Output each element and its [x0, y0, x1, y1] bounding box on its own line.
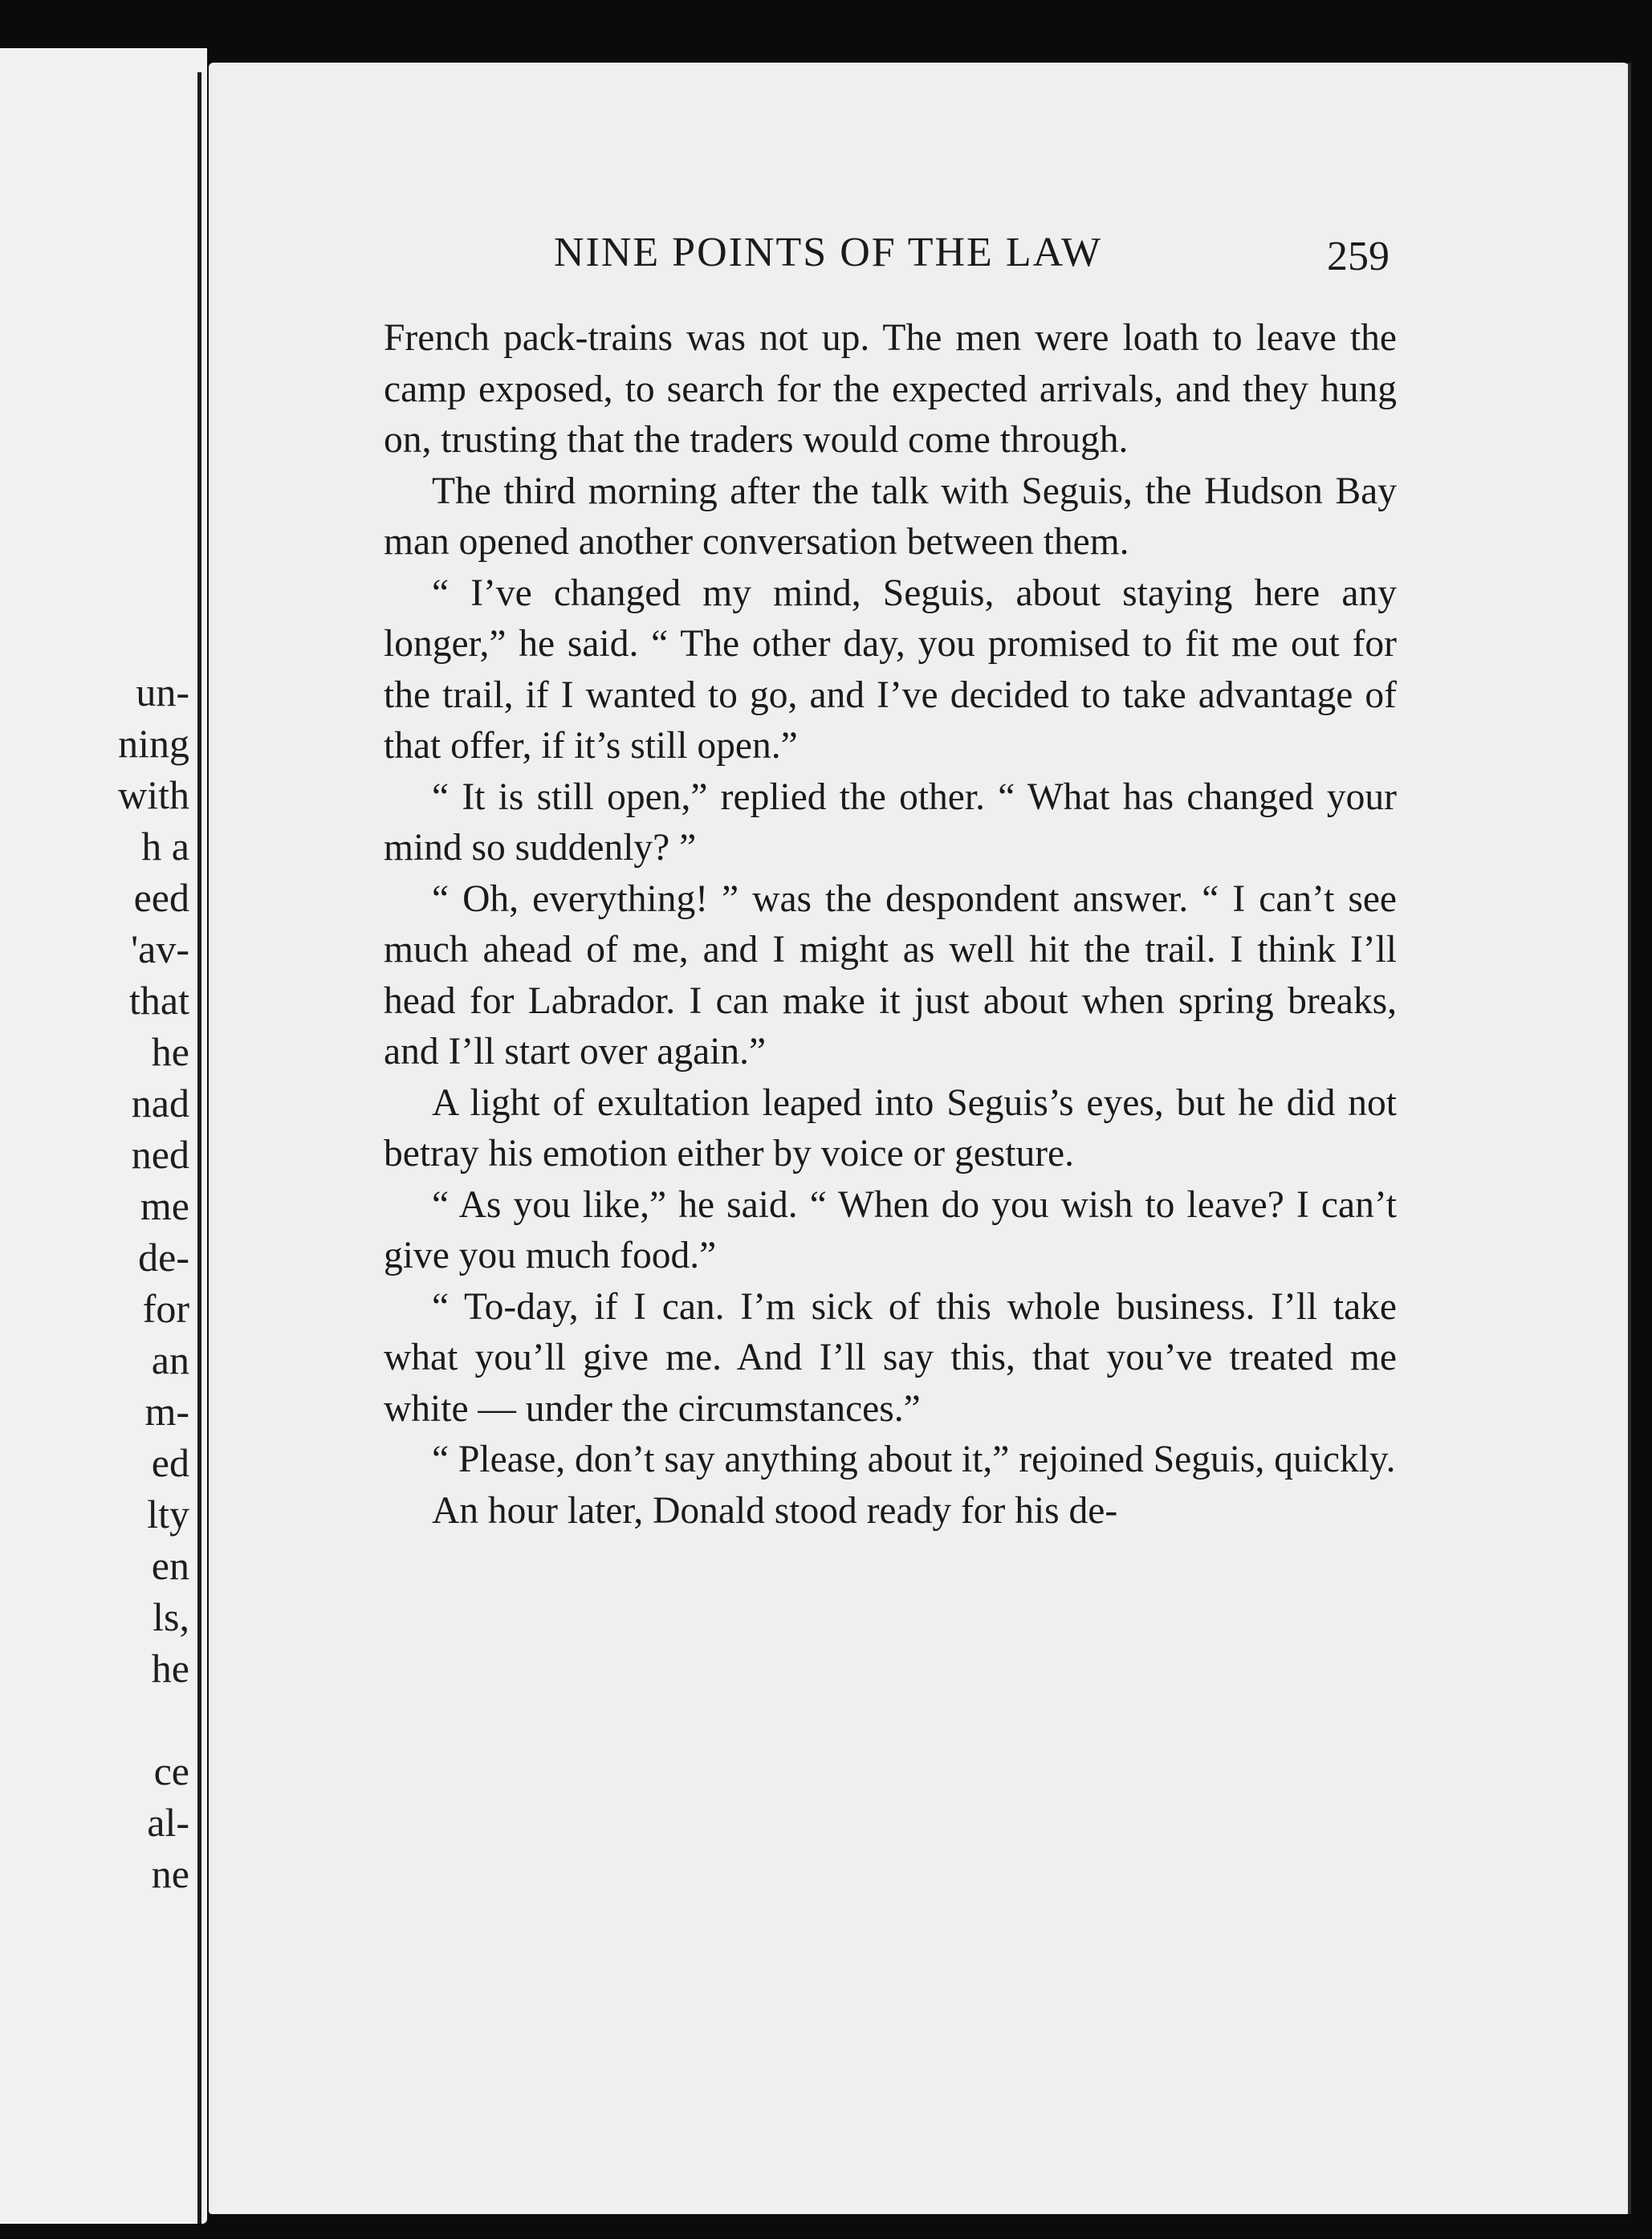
left-fragment: nad [131, 1081, 189, 1126]
left-page [0, 48, 207, 2224]
left-fragment: he [151, 1029, 189, 1074]
left-page-text-fragments [118, 666, 189, 1899]
page-number: 259 [1327, 234, 1390, 279]
left-fragment: ned [131, 1132, 189, 1177]
left-fragment: 'av- [131, 926, 189, 971]
paragraph: “ As you like,” he said. “ When do you wish to leave? I can’t give you much food.” [384, 1183, 1397, 1276]
paragraph: An hour later, Donald stood ready for his de- [432, 1489, 1118, 1532]
left-fragment: ne [151, 1851, 189, 1896]
left-fragment: with [118, 772, 189, 817]
left-fragment: ed [151, 1440, 189, 1485]
left-fragment: for [142, 1286, 189, 1331]
left-fragment: ce [153, 1748, 189, 1793]
body-text [384, 313, 1397, 1537]
left-fragment: de- [138, 1235, 189, 1280]
left-fragment: he [151, 1646, 189, 1691]
left-fragment: h a [141, 824, 189, 869]
left-fragment: m- [144, 1389, 189, 1434]
left-fragment: un- [136, 670, 189, 714]
paragraph: “ To-day, if I can. I’m sick of this whole business. I’ll take what you’ll give me. And I’ll say this, that you’ve treated me white — under the circumstances.” [384, 1285, 1397, 1430]
left-fragment: me [140, 1183, 189, 1228]
left-fragment [118, 1694, 189, 1745]
paragraph: “ It is still open,” replied the other. “ What has changed your mind so suddenly? ” [384, 776, 1397, 869]
left-fragment: that [129, 978, 189, 1023]
left-fragment: en [151, 1543, 189, 1588]
book-gutter [197, 72, 201, 2224]
left-fragment: lty [147, 1492, 189, 1537]
paragraph: A light of exultation leaped into Seguis’s eyes, but he did not betray his emotion either by voice or gesture. [384, 1081, 1397, 1174]
left-fragment: ls, [153, 1594, 189, 1639]
paragraph: “ Oh, everything! ” was the despondent answer. “ I can’t see much ahead of me, and I might as well hit the trail. I think I’ll head for Labrador. I can make it just about when spring breaks, and I’ll start over again.” [384, 877, 1397, 1073]
running-header: NINE POINTS OF THE LAW [554, 230, 1103, 275]
left-fragment: an [151, 1337, 189, 1382]
page-edge [1628, 63, 1631, 2214]
left-fragment: eed [133, 875, 189, 920]
paragraph: The third morning after the talk with Seguis, the Hudson Bay man opened another conversation between them. [384, 470, 1397, 563]
left-fragment: ning [118, 721, 189, 766]
left-fragment: al- [147, 1800, 189, 1845]
paragraph: “ I’ve changed my mind, Seguis, about staying here any longer,” he said. “ The other day, you promised to fit me out for the trail, if I wanted to go, and I’ve decided to take advantage of that offer, if it’s still open.” [384, 572, 1397, 767]
paragraph: French pack-trains was not up. The men were loath to leave the camp exposed, to search for the expected arrivals, and they hung on, trusting that the traders would come through. [384, 317, 1397, 461]
paragraph: “ Please, don’t say anything about it,” rejoined Seguis, quickly. [432, 1439, 1396, 1480]
